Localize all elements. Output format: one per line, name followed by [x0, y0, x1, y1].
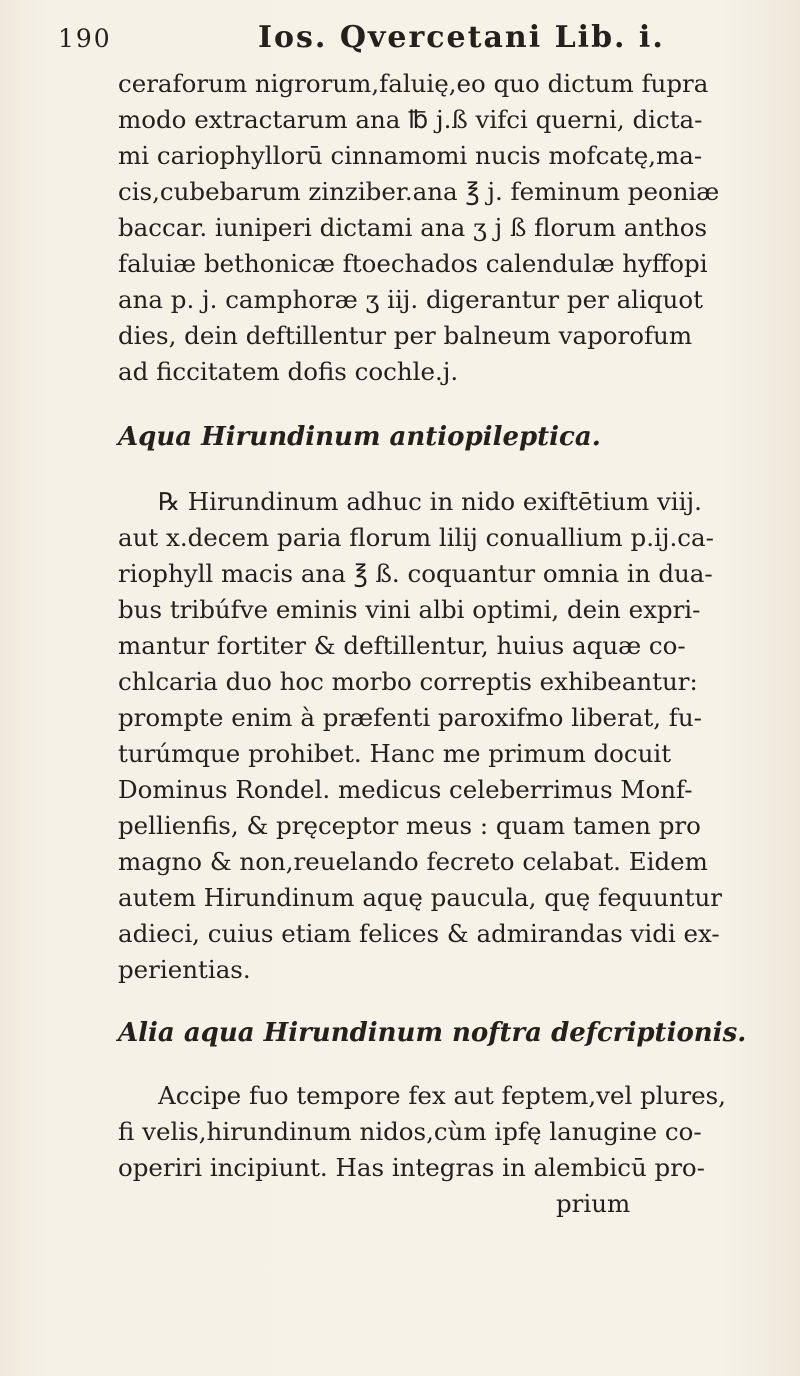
text-line: mantur fortiter & deftillentur, huius aquæ co-: [118, 631, 686, 660]
text-line: cis,cubebarum zinziber.ana ℥ j. feminum peoniæ: [118, 177, 720, 206]
text-line: bus tribúfve eminis vini albi optimi, dein expri-: [118, 595, 701, 624]
text-line: modo extractarum ana ℔ j.ß vifci querni, dicta-: [118, 105, 703, 134]
text-line: pellienfis, & pręceptor meus : quam tamen pro: [118, 811, 701, 840]
text-line: fi velis,hirundinum nidos,cùm ipfę lanugine co-: [118, 1117, 702, 1146]
text-line: aut x.decem paria florum lilij conuallium p.ij.ca-: [118, 523, 714, 552]
paragraph-1: [118, 66, 783, 390]
section-heading-2: Alia aqua Hirundinum noftra defcriptionis.: [118, 1018, 747, 1048]
text-line: operiri incipiunt. Has integras in alembicū pro-: [118, 1153, 705, 1182]
text-line: adieci, cuius etiam felices & admirandas vidi ex-: [118, 919, 720, 948]
paragraph-3: [118, 1078, 783, 1222]
page-header: [58, 14, 758, 58]
text-line: ceraforum nigrorum,faluię,eo quo dictum fupra: [118, 69, 709, 98]
section-heading-1: Aqua Hirundinum antiopileptica.: [118, 422, 601, 452]
text-line: ad ficcitatem dofis cochle.j.: [118, 357, 459, 386]
running-head: Ios. Qvercetani Lib. i.: [258, 20, 665, 55]
text-line: Accipe fuo tempore fex aut feptem,vel plures,: [158, 1081, 726, 1110]
text-line: Dominus Rondel. medicus celeberrimus Monf-: [118, 775, 693, 804]
text-line: ana p. j. camphoræ ʒ iij. digerantur per aliquot: [118, 285, 703, 314]
text-line: prompte enim à præfenti paroxifmo liberat, fu-: [118, 703, 702, 732]
text-line: magno & non,reuelando fecreto celabat. Eidem: [118, 847, 708, 876]
text-line: perientias.: [118, 955, 251, 984]
text-line: faluiæ bethonicæ ftoechados calendulæ hyffopi: [118, 249, 708, 278]
text-line: autem Hirundinum aquę paucula, quę fequuntur: [118, 883, 722, 912]
text-line: ℞ Hirundinum adhuc in nido exiftētium viij.: [158, 487, 702, 516]
catchword: prium: [556, 1189, 631, 1218]
text-line: chlcaria duo hoc morbo correptis exhibeantur:: [118, 667, 698, 696]
text-line: turúmque prohibet. Hanc me primum docuit: [118, 739, 672, 768]
paragraph-2: [118, 484, 783, 988]
text-line: riophyll macis ana ℥ ß. coquantur omnia in dua-: [118, 559, 713, 588]
text-line: baccar. iuniperi dictami ana ʒ j ß florum anthos: [118, 213, 708, 242]
text-line: dies, dein deftillentur per balneum vaporofum: [118, 321, 693, 350]
text-body: [118, 66, 783, 1222]
page-number: 190: [58, 24, 112, 53]
text-line: mi cariophyllorū cinnamomi nucis mofcatę,ma-: [118, 141, 703, 170]
